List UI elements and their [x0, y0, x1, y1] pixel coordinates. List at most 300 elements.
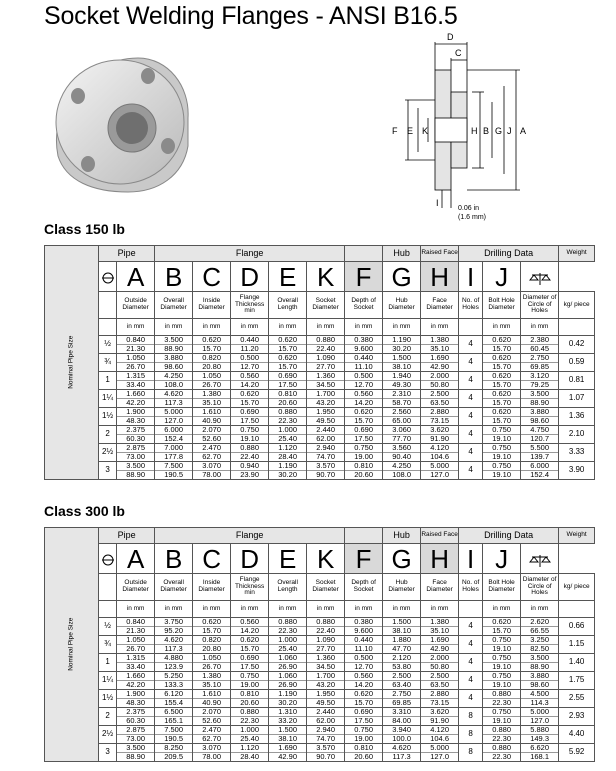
weight-group-header: Weight	[559, 246, 595, 262]
value-cell	[155, 690, 193, 708]
drill-cell	[483, 690, 521, 708]
value-cell	[421, 372, 459, 390]
dimension-letter-b: B	[155, 262, 193, 292]
column-description: Socket Diameter	[307, 574, 345, 601]
value-inch: 0.810	[278, 389, 297, 399]
value-inch: 5.000	[430, 743, 449, 753]
unit-label: in mm	[383, 319, 421, 336]
value-inch: 3.500	[126, 461, 145, 471]
value-inch: 1.380	[202, 389, 221, 399]
value-mm: 168.1	[521, 752, 558, 761]
weight-kg: 1.40	[559, 654, 595, 672]
value-mm: 88.90	[117, 752, 154, 761]
drill-cell	[521, 462, 559, 480]
value-mm: 133.3	[155, 680, 192, 689]
value-mm: 177.8	[155, 452, 192, 461]
unit-label: in mm	[231, 319, 269, 336]
value-inch: 6.120	[164, 689, 183, 699]
value-mm: 104.6	[421, 452, 458, 461]
value-mm: 15.70	[483, 398, 520, 407]
value-cell	[193, 390, 231, 408]
value-inch: 0.820	[202, 353, 221, 363]
page-title: Socket Welding Flanges - ANSI B16.5	[44, 2, 458, 30]
value-inch: 2.940	[316, 725, 335, 735]
unit-label: in mm	[155, 601, 193, 618]
pipe-size: 2	[99, 708, 117, 726]
class-150-table	[44, 245, 595, 480]
value-cell	[117, 372, 155, 390]
table-row	[45, 462, 595, 480]
no-of-holes: 4	[459, 636, 483, 654]
drill-cell	[521, 654, 559, 672]
weight-kg: 0.66	[559, 618, 595, 636]
value-mm: 73.15	[421, 698, 458, 707]
pipe-size: ¾	[99, 354, 117, 372]
value-mm: 22.40	[307, 626, 344, 635]
value-cell	[421, 354, 459, 372]
value-cell	[117, 336, 155, 354]
value-mm: 209.5	[155, 752, 192, 761]
value-inch: 1.050	[202, 371, 221, 381]
value-mm: 114.3	[521, 698, 558, 707]
value-cell	[231, 390, 269, 408]
value-inch: 1.000	[278, 635, 297, 645]
value-mm: 19.10	[483, 662, 520, 671]
value-mm: 22.30	[269, 626, 306, 635]
value-cell	[193, 654, 231, 672]
value-cell	[117, 708, 155, 726]
value-inch: 0.620	[492, 617, 511, 627]
value-mm: 20.80	[193, 362, 230, 371]
unit-label: in mm	[421, 319, 459, 336]
value-inch: 0.880	[492, 743, 511, 753]
value-cell	[155, 426, 193, 444]
value-cell	[269, 408, 307, 426]
dim-label-i: I	[436, 198, 439, 208]
value-inch: 2.380	[530, 335, 549, 345]
value-mm: 33.40	[117, 662, 154, 671]
value-inch: 0.620	[492, 353, 511, 363]
dimension-letter-i: I	[459, 544, 483, 574]
no-of-holes: 4	[459, 354, 483, 372]
value-mm: 28.40	[231, 752, 268, 761]
value-inch: 3.940	[392, 725, 411, 735]
value-inch: 3.620	[430, 707, 449, 717]
column-description: Inside Diameter	[193, 292, 231, 319]
value-inch: 0.810	[240, 689, 259, 699]
pipe-size: 1¼	[99, 672, 117, 690]
pipe-size: 1	[99, 372, 117, 390]
raised-face-group-header: Raised Face	[421, 528, 459, 544]
value-inch: 1.380	[430, 335, 449, 345]
value-inch: 2.440	[316, 425, 335, 435]
dimension-letter-b: B	[155, 544, 193, 574]
value-mm: 117.3	[383, 752, 420, 761]
value-inch: 0.440	[354, 635, 373, 645]
value-mm: 49.50	[307, 698, 344, 707]
dimension-letter-d: D	[231, 544, 269, 574]
pipe-size: 2½	[99, 444, 117, 462]
value-cell	[231, 654, 269, 672]
value-inch: 4.500	[530, 689, 549, 699]
value-cell	[421, 708, 459, 726]
dim-label-b: B	[483, 126, 490, 136]
drill-cell	[483, 654, 521, 672]
table-row	[45, 672, 595, 690]
value-mm: 22.30	[483, 734, 520, 743]
scale-icon	[521, 544, 559, 574]
value-mm: 22.30	[483, 752, 520, 761]
value-inch: 2.500	[392, 671, 411, 681]
value-mm: 90.70	[307, 470, 344, 479]
value-inch: 0.750	[492, 635, 511, 645]
dimension-letter-f: F	[345, 544, 383, 574]
value-cell	[269, 444, 307, 462]
value-inch: 2.375	[126, 707, 145, 717]
unit-label: in mm	[307, 601, 345, 618]
value-inch: 0.620	[278, 353, 297, 363]
value-mm: 139.7	[521, 452, 558, 461]
value-mm: 17.50	[269, 380, 306, 389]
value-mm: 38.10	[269, 734, 306, 743]
column-description: Outside Diameter	[117, 574, 155, 601]
value-mm: 15.70	[231, 644, 268, 653]
value-mm: 127.0	[155, 416, 192, 425]
value-inch: 6.000	[530, 461, 549, 471]
nominal-pipe-size-label: Nominal Pipe Size	[67, 617, 75, 672]
value-cell	[307, 636, 345, 654]
unit-label: in mm	[231, 601, 269, 618]
value-inch: 0.380	[354, 335, 373, 345]
value-mm: 34.50	[307, 380, 344, 389]
value-mm: 40.90	[193, 698, 230, 707]
value-inch: 0.620	[202, 335, 221, 345]
value-inch: 1.900	[126, 689, 145, 699]
value-cell	[155, 636, 193, 654]
drill-cell	[483, 354, 521, 372]
drilling-group-header: Drilling Data	[459, 246, 559, 262]
weight-kg: 3.33	[559, 444, 595, 462]
value-inch: 0.880	[492, 689, 511, 699]
value-mm: 42.20	[117, 680, 154, 689]
dimension-letter-g: G	[383, 544, 421, 574]
value-cell	[155, 372, 193, 390]
value-cell	[231, 618, 269, 636]
value-cell	[383, 672, 421, 690]
value-cell	[193, 336, 231, 354]
value-inch: 1.315	[126, 371, 145, 381]
value-cell	[193, 726, 231, 744]
value-inch: 4.250	[392, 461, 411, 471]
value-cell	[307, 654, 345, 672]
value-inch: 2.500	[430, 671, 449, 681]
value-inch: 5.000	[164, 407, 183, 417]
value-cell	[117, 654, 155, 672]
drill-cell	[521, 618, 559, 636]
value-inch: 0.750	[354, 443, 373, 453]
value-cell	[269, 708, 307, 726]
value-inch: 3.570	[316, 743, 335, 753]
column-description: Bolt Hole Diameter	[483, 292, 521, 319]
value-mm: 22.40	[231, 452, 268, 461]
drill-cell	[483, 336, 521, 354]
value-mm: 22.30	[231, 716, 268, 725]
value-mm: 15.70	[483, 416, 520, 425]
class-300-table	[44, 527, 595, 762]
value-inch: 2.470	[202, 725, 221, 735]
unit-label: in mm	[193, 601, 231, 618]
table-row	[45, 426, 595, 444]
weight-kg: 5.92	[559, 744, 595, 762]
value-cell	[421, 654, 459, 672]
value-mm: 52.60	[193, 434, 230, 443]
value-cell	[231, 744, 269, 762]
value-inch: 0.750	[492, 461, 511, 471]
value-mm: 52.60	[193, 716, 230, 725]
letter-row	[45, 544, 595, 574]
weight-kg: 1.07	[559, 390, 595, 408]
value-inch: 1.090	[316, 353, 335, 363]
value-cell	[117, 690, 155, 708]
value-inch: 1.380	[430, 617, 449, 627]
value-cell	[383, 744, 421, 762]
value-mm: 20.60	[345, 752, 382, 761]
drill-cell	[521, 444, 559, 462]
dim-label-f: F	[392, 126, 398, 136]
value-mm: 98.60	[521, 416, 558, 425]
weight-kg: 2.10	[559, 426, 595, 444]
dimension-letter-h: H	[421, 544, 459, 574]
value-inch: 3.120	[530, 371, 549, 381]
value-inch: 0.880	[240, 707, 259, 717]
value-cell	[155, 726, 193, 744]
dimension-letter-j: J	[483, 544, 521, 574]
value-cell	[307, 744, 345, 762]
value-mm: 73.00	[117, 734, 154, 743]
no-of-holes: 4	[459, 336, 483, 354]
value-cell	[231, 690, 269, 708]
value-mm: 190.5	[155, 470, 192, 479]
value-inch: 5.000	[430, 461, 449, 471]
value-cell	[269, 336, 307, 354]
value-mm: 43.20	[307, 398, 344, 407]
drill-cell	[483, 444, 521, 462]
value-inch: 8.250	[164, 743, 183, 753]
value-cell	[421, 462, 459, 480]
value-cell	[307, 390, 345, 408]
value-mm: 33.20	[269, 716, 306, 725]
value-mm: 152.4	[155, 434, 192, 443]
no-of-holes: 4	[459, 372, 483, 390]
no-of-holes: 4	[459, 390, 483, 408]
value-inch: 4.750	[530, 425, 549, 435]
value-cell	[117, 744, 155, 762]
value-inch: 4.880	[164, 653, 183, 663]
value-mm: 26.70	[193, 662, 230, 671]
value-inch: 1.050	[126, 635, 145, 645]
value-inch: 0.440	[354, 353, 373, 363]
drilling-group-header: Drilling Data	[459, 528, 559, 544]
caliper-icon	[99, 262, 117, 292]
value-cell	[117, 462, 155, 480]
value-cell	[307, 444, 345, 462]
value-cell	[307, 408, 345, 426]
value-mm: 14.20	[345, 398, 382, 407]
value-inch: 2.750	[530, 353, 549, 363]
column-description: Inside Diameter	[193, 574, 231, 601]
value-cell	[193, 690, 231, 708]
value-inch: 1.000	[278, 425, 297, 435]
value-cell	[421, 672, 459, 690]
hub-group-header: Hub	[383, 246, 421, 262]
flange-group-header: Flange	[155, 246, 345, 262]
value-cell	[383, 426, 421, 444]
pipe-size: 3	[99, 462, 117, 480]
value-inch: 5.000	[530, 707, 549, 717]
weight-kg: 3.90	[559, 462, 595, 480]
class-300-title: Class 300 lb	[44, 503, 125, 519]
value-inch: 1.090	[316, 635, 335, 645]
value-cell	[269, 690, 307, 708]
value-inch: 0.620	[354, 407, 373, 417]
pipe-size: ¾	[99, 636, 117, 654]
unit-label: in mm	[269, 601, 307, 618]
dimension-letter-a: A	[117, 544, 155, 574]
depth-group-spacer	[345, 246, 383, 262]
dim-label-d: D	[447, 32, 454, 42]
value-mm: 42.90	[421, 362, 458, 371]
value-mm: 12.70	[231, 362, 268, 371]
value-inch: 1.120	[240, 743, 259, 753]
value-cell	[345, 372, 383, 390]
pipe-size: 2	[99, 426, 117, 444]
column-description: No. of Holes	[459, 292, 483, 319]
no-of-holes: 4	[459, 462, 483, 480]
value-mm: 73.15	[421, 416, 458, 425]
value-inch: 1.310	[278, 707, 297, 717]
value-cell	[269, 618, 307, 636]
value-inch: 0.500	[240, 353, 259, 363]
value-inch: 3.060	[392, 425, 411, 435]
value-inch: 0.750	[240, 425, 259, 435]
value-mm: 69.85	[521, 362, 558, 371]
value-mm: 17.50	[231, 416, 268, 425]
value-mm: 155.4	[155, 698, 192, 707]
value-inch: 1.050	[202, 653, 221, 663]
drill-cell	[521, 426, 559, 444]
value-cell	[307, 708, 345, 726]
value-mm: 30.20	[269, 470, 306, 479]
no-of-holes: 4	[459, 426, 483, 444]
value-inch: 0.880	[316, 335, 335, 345]
value-inch: 3.750	[164, 617, 183, 627]
value-inch: 2.500	[430, 389, 449, 399]
value-mm: 123.9	[155, 662, 192, 671]
drill-cell	[483, 426, 521, 444]
value-mm: 127.0	[421, 470, 458, 479]
weight-group-header: Weight	[559, 528, 595, 544]
value-mm: 104.6	[421, 734, 458, 743]
value-inch: 1.190	[392, 335, 411, 345]
value-mm: 19.10	[483, 470, 520, 479]
value-inch: 6.620	[530, 743, 549, 753]
scale-icon	[521, 262, 559, 292]
value-inch: 0.820	[202, 635, 221, 645]
value-cell	[421, 444, 459, 462]
value-cell	[117, 426, 155, 444]
value-inch: 5.250	[164, 671, 183, 681]
value-inch: 1.700	[316, 671, 335, 681]
table-row	[45, 336, 595, 354]
value-cell	[421, 636, 459, 654]
value-cell	[117, 354, 155, 372]
value-mm: 11.10	[345, 362, 382, 371]
column-description: Flange Thickness min	[231, 292, 269, 319]
weight-kg: 4.40	[559, 726, 595, 744]
value-cell	[193, 354, 231, 372]
value-inch: 2.440	[316, 707, 335, 717]
value-inch: 1.500	[278, 725, 297, 735]
value-inch: 4.620	[164, 635, 183, 645]
value-mm: 190.5	[155, 734, 192, 743]
drill-cell	[521, 354, 559, 372]
table-row	[45, 390, 595, 408]
drill-cell	[483, 408, 521, 426]
value-inch: 6.000	[164, 425, 183, 435]
value-mm: 15.70	[345, 698, 382, 707]
value-cell	[117, 618, 155, 636]
column-description: Outside Diameter	[117, 292, 155, 319]
value-inch: 0.560	[240, 371, 259, 381]
value-cell	[421, 726, 459, 744]
value-mm: 23.90	[231, 470, 268, 479]
value-mm: 165.1	[155, 716, 192, 725]
value-cell	[231, 336, 269, 354]
value-mm: 15.70	[231, 398, 268, 407]
value-inch: 2.000	[430, 371, 449, 381]
value-cell	[307, 690, 345, 708]
value-inch: 1.190	[278, 461, 297, 471]
no-of-holes: 4	[459, 408, 483, 426]
value-cell	[421, 690, 459, 708]
value-cell	[155, 744, 193, 762]
value-inch: 0.940	[240, 461, 259, 471]
value-cell	[307, 462, 345, 480]
value-mm: 19.10	[483, 644, 520, 653]
column-description: Socket Diameter	[307, 292, 345, 319]
dim-label-h: H	[471, 126, 478, 136]
dimension-letter-e: E	[269, 262, 307, 292]
value-cell	[269, 744, 307, 762]
value-inch: 0.380	[354, 617, 373, 627]
value-cell	[345, 636, 383, 654]
value-inch: 0.560	[354, 389, 373, 399]
value-cell	[155, 444, 193, 462]
value-mm: 95.20	[155, 626, 192, 635]
pipe-icon-spacer	[99, 292, 117, 319]
value-inch: 2.620	[530, 617, 549, 627]
value-cell	[421, 744, 459, 762]
value-inch: 1.690	[430, 353, 449, 363]
no-of-holes: 4	[459, 690, 483, 708]
value-mm: 26.70	[117, 644, 154, 653]
column-description: Depth of Socket	[345, 292, 383, 319]
pipe-size: 1½	[99, 408, 117, 426]
nominal-pipe-size-header	[45, 246, 99, 480]
value-cell	[269, 636, 307, 654]
value-cell	[193, 444, 231, 462]
value-cell	[117, 726, 155, 744]
